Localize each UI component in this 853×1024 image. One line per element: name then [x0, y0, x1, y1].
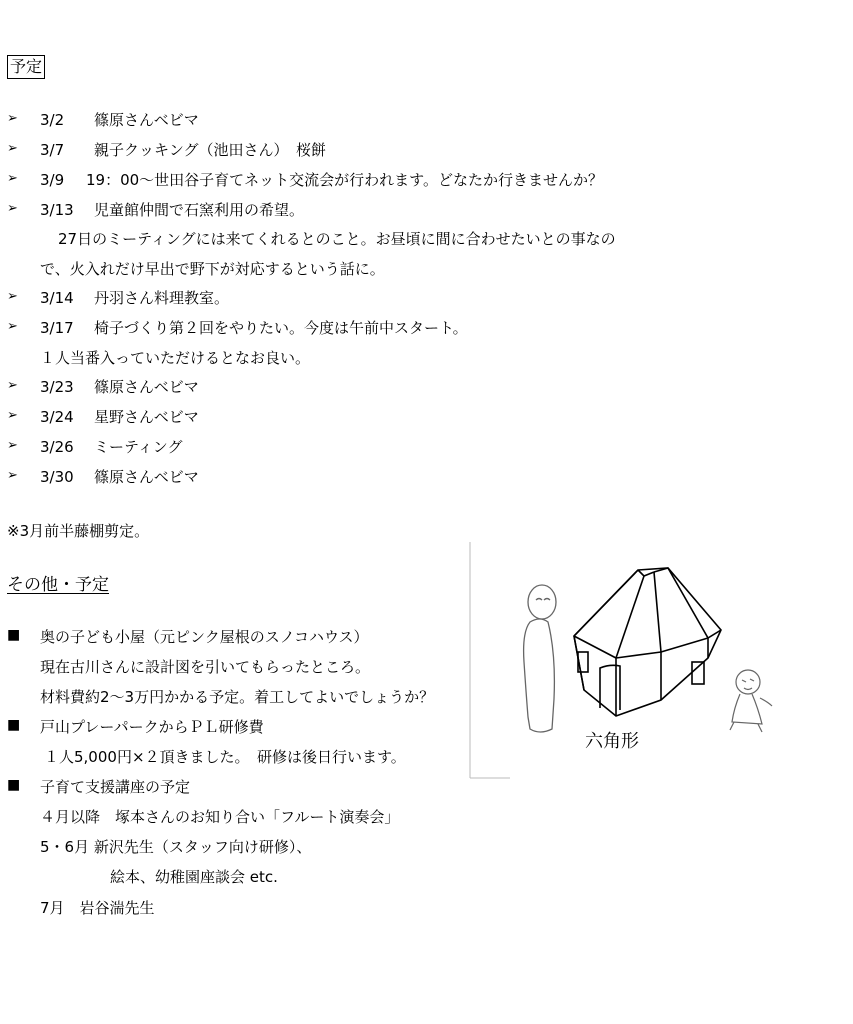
arrow-bullet-icon: ➢ — [7, 468, 18, 483]
schedule-text: 19：00〜世田谷子育てネット交流会が行われます。どなたか行きませんか？ — [86, 171, 603, 189]
schedule-date: 3/9 — [40, 171, 65, 189]
square-bullet-icon: ■ — [7, 777, 21, 793]
schedule-date: 3/17 — [40, 319, 74, 337]
other-heading: その他・予定 — [7, 575, 109, 595]
arrow-bullet-icon: ➢ — [7, 141, 18, 156]
schedule-note: ※3月前半藤棚剪定。 — [7, 522, 150, 540]
schedule-text: 児童館仲間で石窯利用の希望。 — [94, 201, 305, 219]
schedule-text: 丹羽さん料理教室。 — [94, 289, 230, 307]
hexagon-label: 六角形 — [585, 731, 639, 752]
schedule-date: 3/23 — [40, 378, 74, 396]
schedule-date: 3/7 — [40, 141, 65, 159]
schedule-text: 篠原さんベビマ — [94, 378, 199, 396]
other-item-continuation: ４月以降 塚本さんのお知り合い「フルート演奏会」 — [40, 808, 400, 826]
schedule-text: 星野さんベビマ — [94, 408, 199, 426]
arrow-bullet-icon: ➢ — [7, 201, 18, 216]
schedule-date: 3/14 — [40, 289, 74, 307]
square-bullet-icon: ■ — [7, 717, 21, 733]
schedule-date: 3/30 — [40, 468, 74, 486]
arrow-bullet-icon: ➢ — [7, 111, 18, 126]
schedule-text: 篠原さんベビマ — [94, 111, 199, 129]
arrow-bullet-icon: ➢ — [7, 438, 18, 453]
other-item-continuation: 絵本、幼稚園座談会 etc. — [110, 868, 278, 886]
schedule-date: 3/13 — [40, 201, 74, 219]
schedule-date: 3/24 — [40, 408, 74, 426]
schedule-date: 3/26 — [40, 438, 74, 456]
schedule-heading: 予定 — [7, 55, 45, 79]
schedule-text: 椅子づくり第２回をやりたい。今度は午前中スタート。 — [94, 319, 468, 337]
other-item-text: 子育て支援講座の予定 — [40, 778, 191, 796]
adult-figure-icon — [524, 585, 556, 732]
schedule-continuation: で、火入れだけ早出で野下が対応するという話に。 — [40, 260, 385, 278]
other-item-continuation: 現在古川さんに設計図を引いてもらったところ。 — [40, 658, 371, 676]
other-item-continuation: 5・6月 新沢先生（スタッフ向け研修）、 — [40, 838, 312, 856]
arrow-bullet-icon: ➢ — [7, 378, 18, 393]
other-item-continuation: 7月 岩谷湍先生 — [40, 899, 155, 917]
other-item-text: 戸山プレーパークからＰＬ研修費 — [40, 718, 264, 736]
other-item-continuation: 材料費約2〜3万円かかる予定。着工してよいでしょうか？ — [40, 688, 435, 706]
hexagon-hut-icon — [574, 568, 721, 716]
schedule-date: 3/2 — [40, 111, 65, 129]
schedule-continuation: １人当番入っていただけるとなお良い。 — [40, 349, 311, 367]
child-figure-icon — [730, 670, 772, 732]
arrow-bullet-icon: ➢ — [7, 171, 18, 186]
arrow-bullet-icon: ➢ — [7, 319, 18, 334]
schedule-text: 親子クッキング（池田さん） 桜餅 — [94, 141, 327, 159]
arrow-bullet-icon: ➢ — [7, 289, 18, 304]
schedule-text: 篠原さんベビマ — [94, 468, 199, 486]
other-item-text: 奥の子ども小屋（元ピンク屋根のスノコハウス） — [40, 628, 369, 646]
schedule-continuation: 27日のミーティングには来てくれるとのこと。お昼頃に間に合わせたいとの事なの — [58, 230, 616, 248]
arrow-bullet-icon: ➢ — [7, 408, 18, 423]
schedule-text: ミーティング — [94, 438, 183, 456]
square-bullet-icon: ■ — [7, 627, 21, 643]
other-item-continuation: １人5,000円×２頂きました。 研修は後日行います。 — [44, 748, 406, 766]
